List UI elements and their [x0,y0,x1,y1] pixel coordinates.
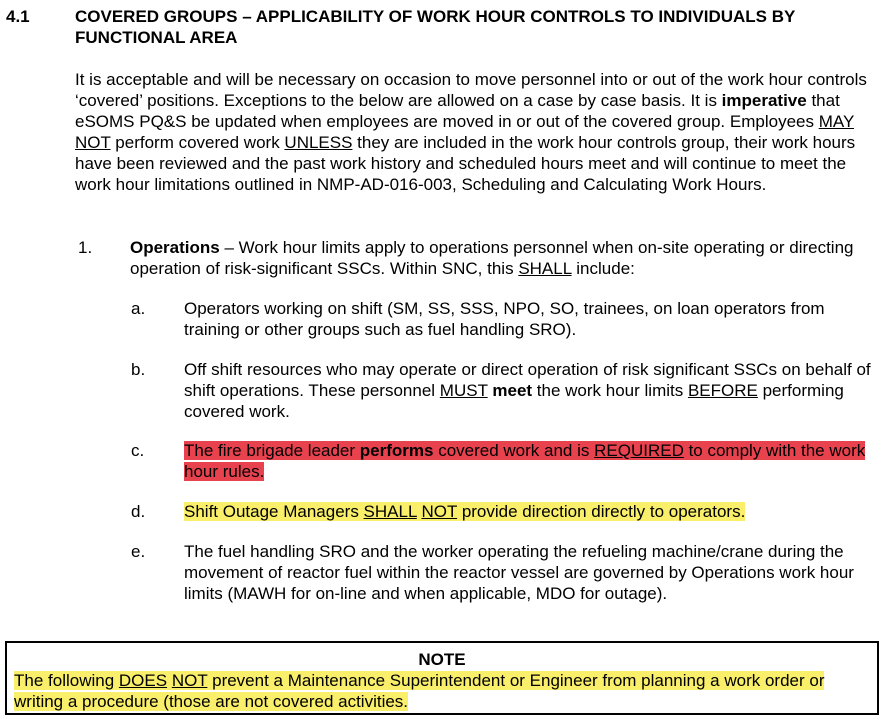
subitem-d-letter: d. [131,502,146,521]
subitem-b-text-1: Off shift resources who may operate or direct operation of risk significant SSCs on behalf of shift operations. These personnel [184,360,871,400]
section-number: 4.1 [6,7,30,26]
subitem-e-text: The fuel handling SRO and the worker operating the refueling machine/crane during the movement of reactor fuel within the reactor vessel are governed by Operations work hour limits (MAWH for on-line and when applicable, MDO for outage). [184,542,854,603]
subitem-d-text-2: provide direction directly to operators. [457,502,746,521]
intro-not: NOT [75,133,111,152]
subitem-c-performs: performs [359,441,434,460]
subitem-c-letter: c. [131,441,145,460]
subitem-d-text-1: Shift Outage Managers [184,502,364,521]
intro-paragraph [75,69,883,195]
item-1-number: 1. [78,238,93,257]
intro-text-2: that eSOMS PQ&S be updated when employees are moved in or out of the covered group. Employees [75,91,840,131]
intro-text-3: perform covered work [110,133,285,152]
subitem-d-text [184,501,874,522]
item-1-heading: Operations [130,238,220,257]
subitem-b-must: MUST [439,381,488,400]
subitem-b-text-3: performing covered work. [184,381,844,421]
note-highlight [14,671,824,711]
subitem-b-meet: meet [492,381,533,400]
subitem-c-text-1: The fire brigade leader [184,441,360,460]
item-1-text-1: – Work hour limits apply to operations personnel when on-site operating or directing operation of risk-significant SSCs. Within SNC, this [130,238,854,278]
note-text-2: prevent a Maintenance Superintendent or Engineer from planning a work order or writing a procedure (those are not covered activities. [14,671,825,711]
item-1-text [130,237,870,279]
subitem-b-before: BEFORE [687,381,758,400]
section-title: COVERED GROUPS – APPLICABILITY OF WORK HOUR CONTROLS TO INDIVIDUALS BY FUNCTIONAL AREA [75,7,796,47]
subitem-b-text-2: the work hour limits [532,381,688,400]
note-text [7,670,874,712]
intro-text-4: they are included in the work hour controls group, their work hours have been reviewed and the past work history and scheduled hours meet and will continue to meet the work hour limitations outlined in NMP-AD-016-003, Scheduling and Calculating Work Hours. [75,133,856,194]
subitem-b-text [184,359,874,422]
subitem-c-text-3: to comply with the work hour rules. [184,441,866,481]
subitem-e-letter: e. [131,542,146,561]
item-1-shall: SHALL [518,259,572,278]
subitem-c-required: REQUIRED [594,441,684,460]
subitem-b-letter: b. [131,360,146,379]
subitem-d-highlight [184,502,745,521]
note-title: NOTE [418,650,466,669]
subitem-c-text-2: covered work and is [433,441,595,460]
subitem-a-letter: a. [131,299,146,318]
intro-imperative: imperative [721,91,807,110]
note-text-1: The following [14,671,119,690]
intro-may: MAY [818,112,854,131]
subitem-d-not: NOT [421,502,458,521]
subitem-c-highlight [184,441,865,481]
item-1-text-2: include: [571,259,635,278]
intro-unless: UNLESS [284,133,353,152]
subitem-d-shall: SHALL [363,502,417,521]
subitem-a-text: Operators working on shift (SM, SS, SSS, NPO, SO, trainees, on loan operators from training or other groups such as fuel handling SRO). [184,299,825,339]
note-not: NOT [171,671,208,690]
subitem-c-text [184,440,874,482]
note-box [5,641,879,715]
intro-text-1: It is acceptable and will be necessary on occasion to move personnel into or out of the work hour controls ‘covered’ positions. Exceptions to the below are allowed on a case by case basis. It is [75,70,867,110]
note-does: DOES [118,671,168,690]
